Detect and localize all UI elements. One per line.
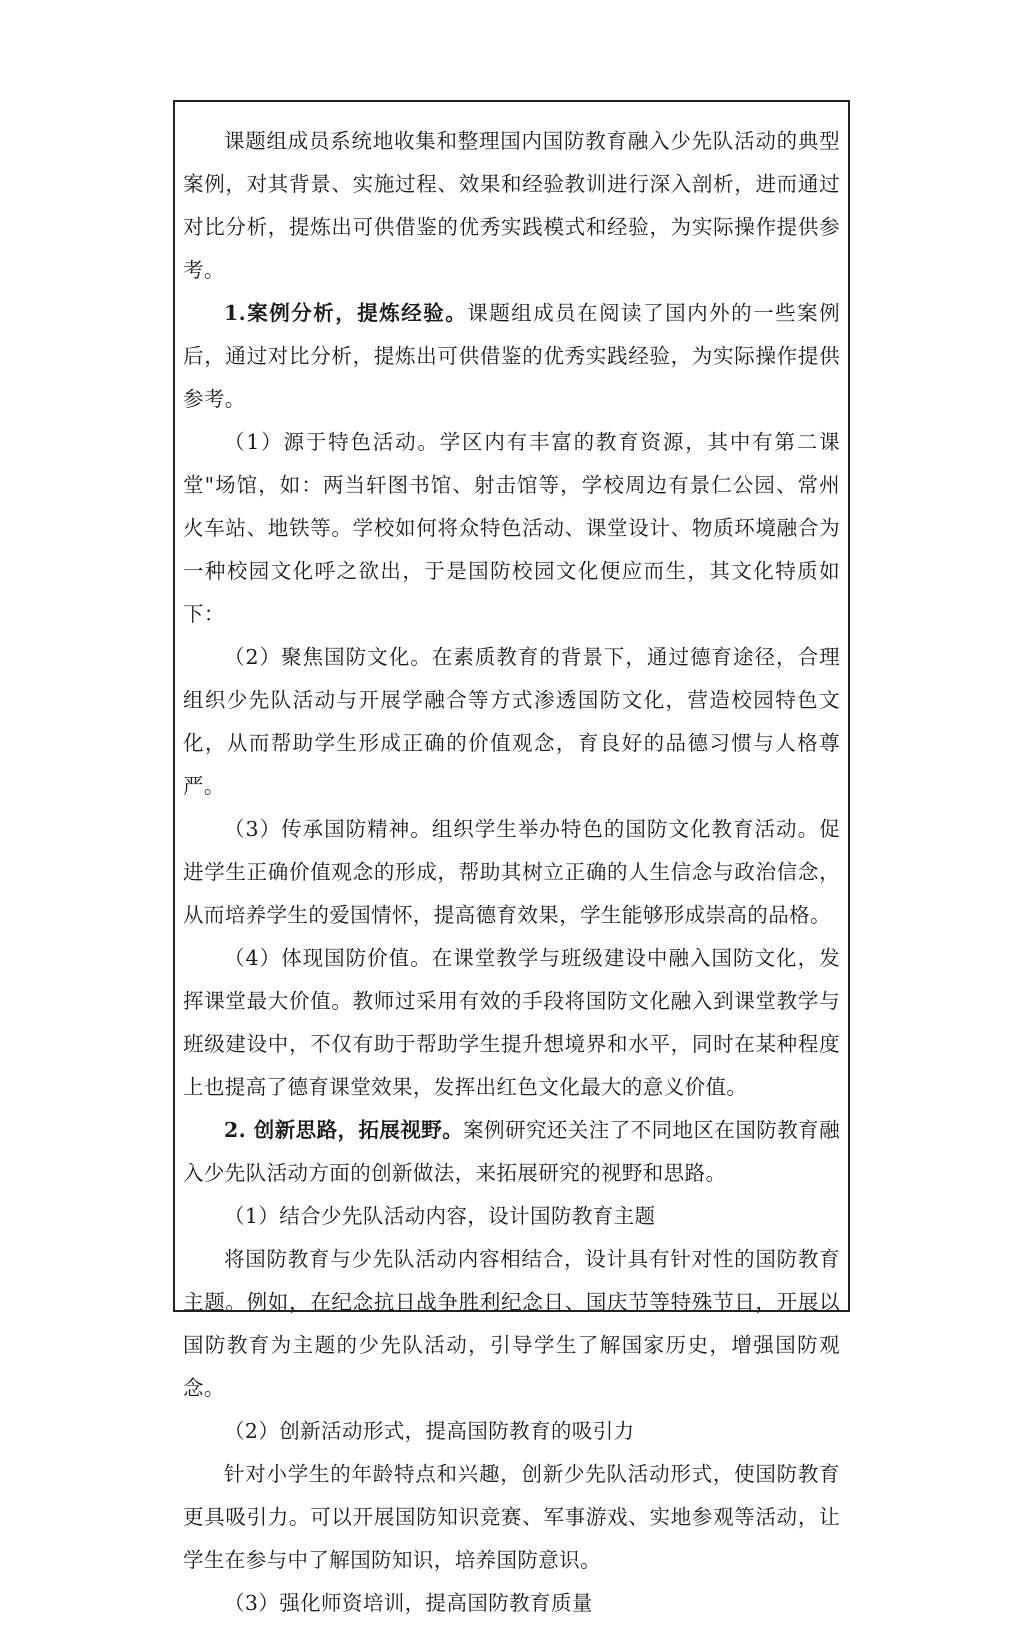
subsection-heading: （1）结合少先队活动内容，设计国防教育主题 <box>224 1204 656 1228</box>
subsection-heading: （3）强化师资培训，提高国防教育质量 <box>224 1591 593 1615</box>
paragraph-item-1-2 <box>183 636 840 808</box>
paragraph-item-2-1-heading <box>183 1195 840 1238</box>
section-heading: 1.案例分析，提炼经验。 <box>224 301 468 325</box>
subsection-heading: （2）创新活动形式，提高国防教育的吸引力 <box>224 1419 635 1443</box>
paragraph-text: （3）传承国防精神。组织学生举办特色的国防文化教育活动。促进学生正确价值观念的形成，帮助其树立正确的人生信念与政治信念，从而培养学生的爱国情怀，提高德育效果，学生能够形成崇高的品格。 <box>183 817 840 927</box>
paragraph-item-1-3 <box>183 808 840 937</box>
paragraph-text: 课题组成员在阅读了国内外的一些案例后，通过对比分析，提炼出可供借鉴的优秀实践经验，为实际操作提供参考。 <box>183 301 840 411</box>
paragraph-section-1 <box>183 292 840 421</box>
paragraph-item-2-3-heading <box>183 1582 840 1625</box>
paragraph-item-2-2-body <box>183 1453 840 1582</box>
paragraph-text: 针对小学生的年龄特点和兴趣，创新少先队活动形式，使国防教育更具吸引力。可以开展国防知识竞赛、军事游戏、实地参观等活动，让学生在参与中了解国防知识，培养国防意识。 <box>183 1462 840 1572</box>
paragraph-item-1-1 <box>183 421 840 636</box>
paragraph-text: 将国防教育与少先队活动内容相结合，设计具有针对性的国防教育主题。例如，在纪念抗日战争胜利纪念日、国庆节等特殊节日，开展以国防教育为主题的少先队活动，引导学生了解国家历史，增强国防观念。 <box>183 1247 840 1400</box>
paragraph-item-2-2-heading <box>183 1410 840 1453</box>
paragraph-intro <box>183 120 840 292</box>
paragraph-section-2 <box>183 1109 840 1195</box>
section-heading: 2. 创新思路，拓展视野。 <box>224 1118 464 1142</box>
paragraph-text: （1）源于特色活动。学区内有丰富的教育资源，其中有第二课堂"场馆，如：两当轩图书馆、射击馆等，学校周边有景仁公园、常州火车站、地铁等。学校如何将众特色活动、课堂设计、物质环境融合为一种校园文化呼之欲出，于是国防校园文化便应而生，其文化特质如下： <box>183 430 840 626</box>
paragraph-item-1-4 <box>183 937 840 1109</box>
document-frame <box>173 100 850 1615</box>
paragraph-text: （2）聚焦国防文化。在素质教育的背景下，通过德育途径，合理组织少先队活动与开展学融合等方式渗透国防文化，营造校园特色文化，从而帮助学生形成正确的价值观念，育良好的品德习惯与人格尊严。 <box>183 645 840 798</box>
paragraph-text: 课题组成员系统地收集和整理国内国防教育融入少先队活动的典型案例，对其背景、实施过程、效果和经验教训进行深入剖析，进而通过对比分析，提炼出可供借鉴的优秀实践模式和经验，为实际操作提供参考。 <box>183 129 840 282</box>
paragraph-item-2-1-body <box>183 1238 840 1410</box>
paragraph-text: 案例研究还关注了不同地区在国防教育融入少先队活动方面的创新做法，来拓展研究的视野和思路。 <box>183 1118 840 1185</box>
paragraph-text: （4）体现国防价值。在课堂教学与班级建设中融入国防文化，发挥课堂最大价值。教师过采用有效的手段将国防文化融入到课堂教学与班级建设中，不仅有助于帮助学生提升想境界和水平，同时在某种程度上也提高了德育课堂效果，发挥出红色文化最大的意义价值。 <box>183 946 840 1099</box>
